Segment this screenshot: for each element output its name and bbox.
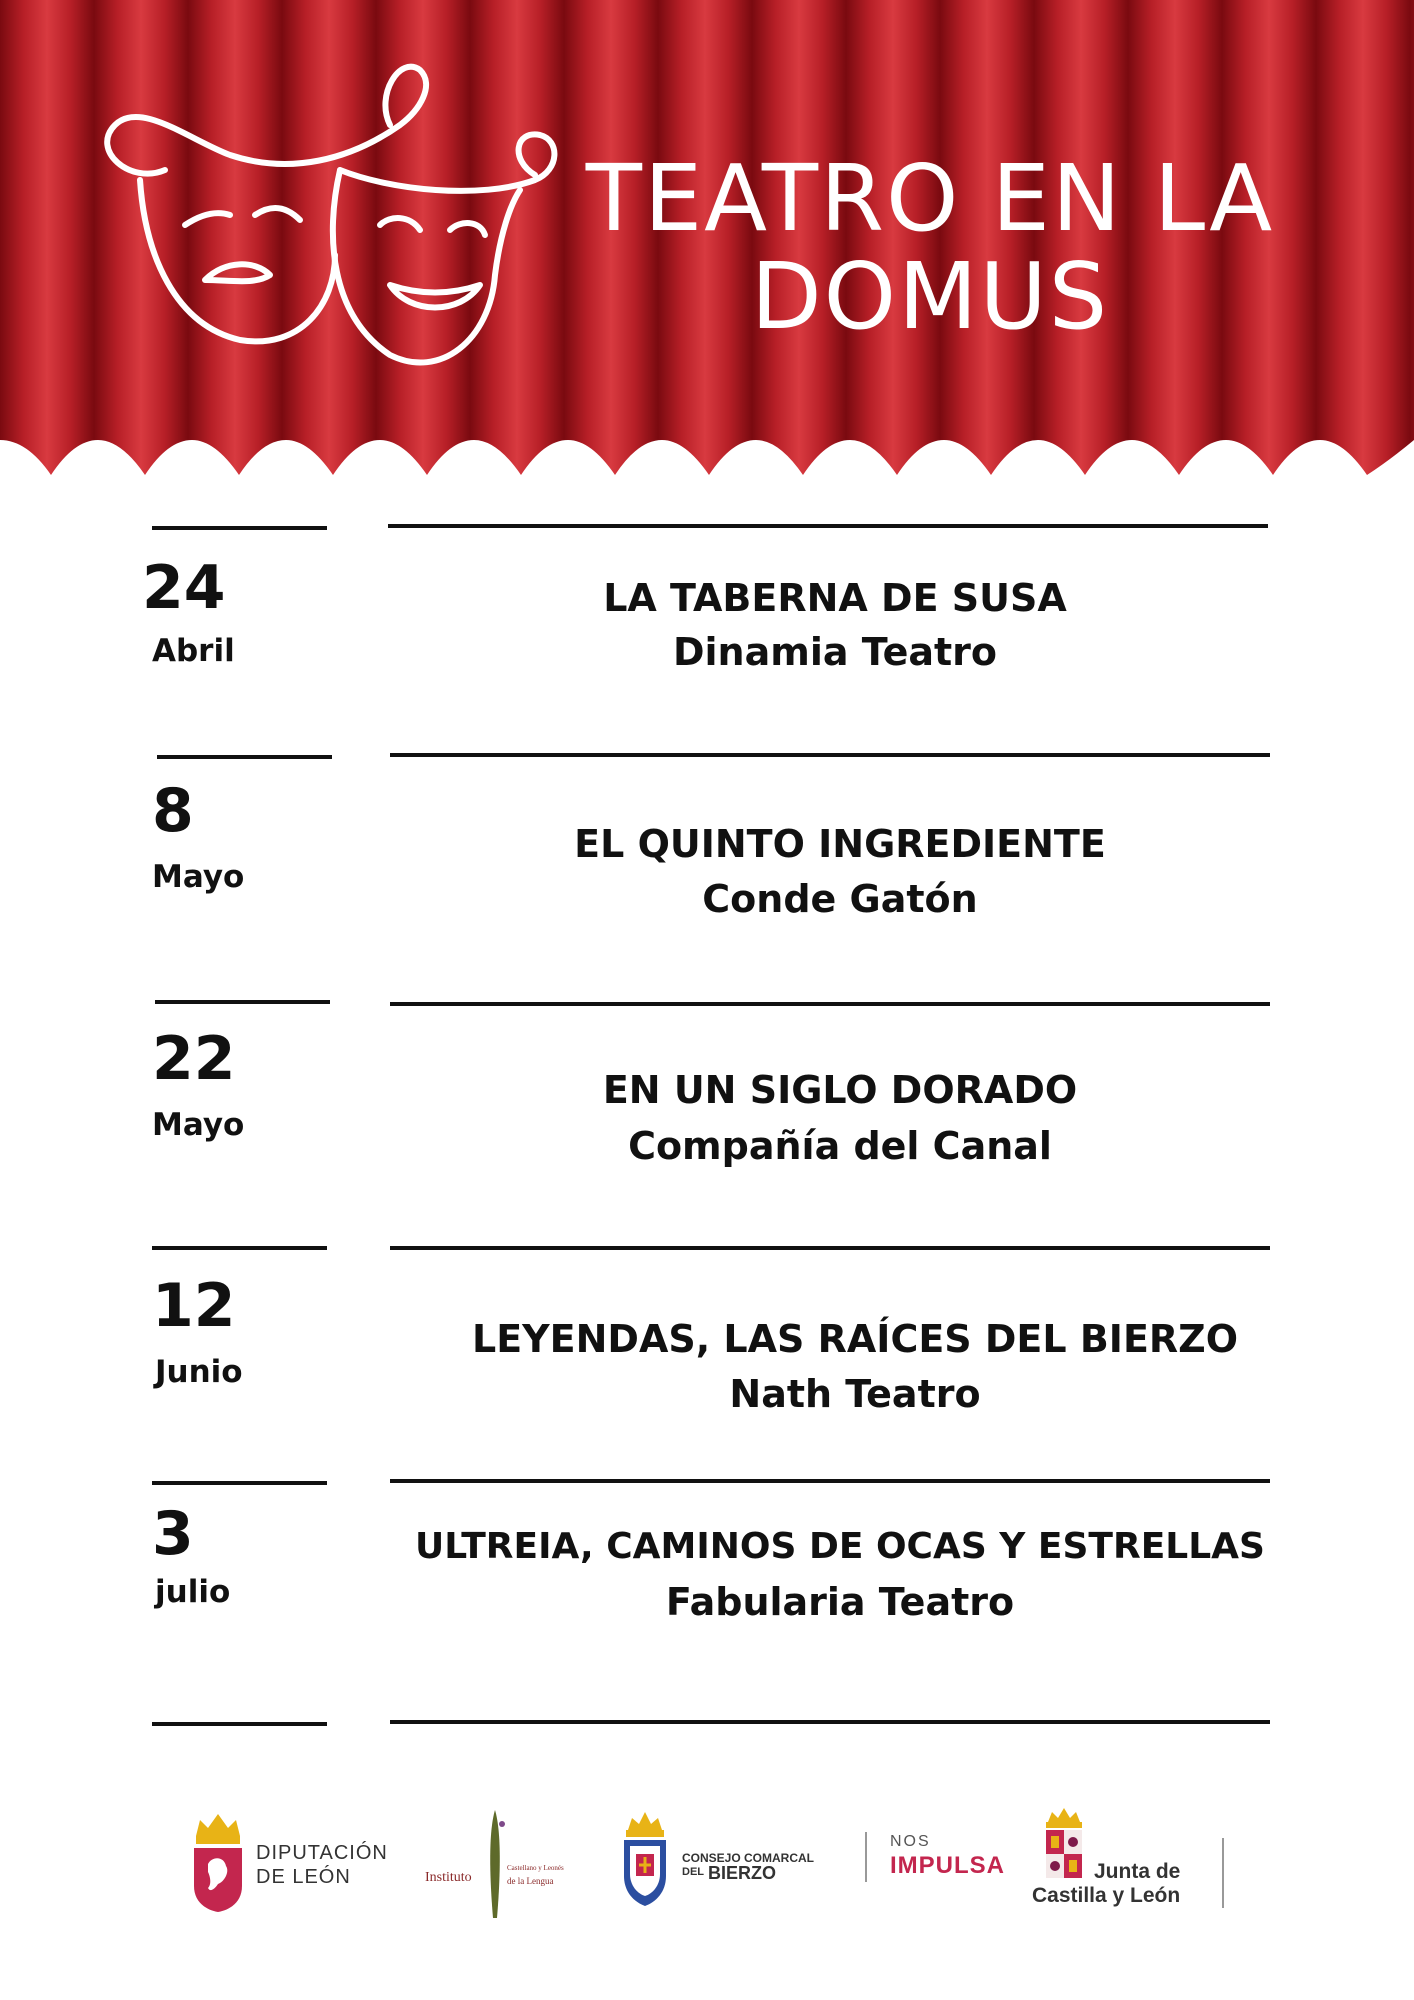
instituto-sub-1: Castellano y Leonés — [507, 1864, 564, 1872]
event-company: Dinamia Teatro — [672, 630, 998, 674]
event-month: Mayo — [152, 1107, 245, 1143]
event-month: Mayo — [152, 859, 245, 895]
separator — [157, 755, 332, 759]
separator — [152, 1481, 327, 1485]
junta-line-2: Castilla y León — [1032, 1884, 1181, 1907]
page-title — [560, 145, 1300, 350]
nos-impulsa-line-1: NOS — [890, 1833, 931, 1850]
castilla-leon-crest-icon — [1042, 1808, 1086, 1888]
instituto-sub-2: de la Lengua — [507, 1876, 554, 1886]
event-day: 8 — [152, 776, 194, 846]
event-month: julio — [155, 1574, 231, 1610]
diputacion-crest-icon — [190, 1810, 246, 1914]
event-day: 3 — [152, 1499, 194, 1569]
event-title: LEYENDAS, LAS RAÍCES DEL BIERZO — [471, 1317, 1239, 1361]
separator — [390, 1720, 1270, 1724]
logo-nos-impulsa — [890, 1800, 1020, 1930]
event-company: Fabularia Teatro — [665, 1580, 1015, 1624]
consejo-line-2a: DEL — [682, 1866, 704, 1878]
separator — [390, 1479, 1270, 1483]
title-line-1: TEATRO EN LA — [585, 145, 1275, 252]
consejo-line-2b: BIERZO — [708, 1863, 777, 1883]
logo-consejo-bierzo — [620, 1800, 820, 1930]
separator — [390, 1002, 1270, 1006]
diputacion-line-2: DE LEÓN — [256, 1866, 351, 1888]
event-title: ULTREIA, CAMINOS DE OCAS Y ESTRELLAS — [415, 1526, 1265, 1567]
separator — [388, 524, 1268, 528]
logo-divider — [865, 1832, 867, 1882]
nos-impulsa-line-2: IMPULSA — [890, 1852, 1005, 1879]
cypress-tree-icon — [485, 1810, 505, 1920]
event-company: Conde Gatón — [702, 877, 978, 921]
event-day: 22 — [152, 1024, 236, 1094]
title-line-2: DOMUS — [750, 243, 1110, 350]
separator — [390, 753, 1270, 757]
theatre-masks-icon — [90, 55, 570, 385]
event-day: 24 — [142, 553, 226, 623]
event-title: LA TABERNA DE SUSA — [603, 576, 1067, 620]
event-month: Junio — [155, 1354, 243, 1390]
separator — [152, 526, 327, 530]
sponsor-logos — [180, 1800, 1240, 1930]
event-month: Abril — [152, 633, 235, 669]
logo-junta-castilla-leon — [1032, 1800, 1232, 1930]
logo-instituto-lengua — [425, 1800, 575, 1930]
separator — [152, 1246, 327, 1250]
event-company: Nath Teatro — [729, 1372, 981, 1416]
junta-line-1: Junta de — [1094, 1860, 1181, 1883]
separator — [390, 1246, 1270, 1250]
event-title: EL QUINTO INGREDIENTE — [574, 822, 1106, 866]
event-title: EN UN SIGLO DORADO — [602, 1068, 1078, 1112]
diputacion-line-1: DIPUTACIÓN — [256, 1842, 388, 1864]
logo-diputacion-leon — [190, 1800, 390, 1930]
logo-divider — [1222, 1838, 1224, 1908]
separator — [155, 1000, 330, 1004]
instituto-name: Instituto — [425, 1870, 472, 1885]
event-day: 12 — [152, 1271, 236, 1341]
bierzo-crest-icon — [620, 1810, 670, 1910]
consejo-line-1: CONSEJO COMARCAL — [682, 1851, 815, 1865]
separator — [152, 1722, 327, 1726]
event-company: Compañía del Canal — [628, 1124, 1052, 1168]
